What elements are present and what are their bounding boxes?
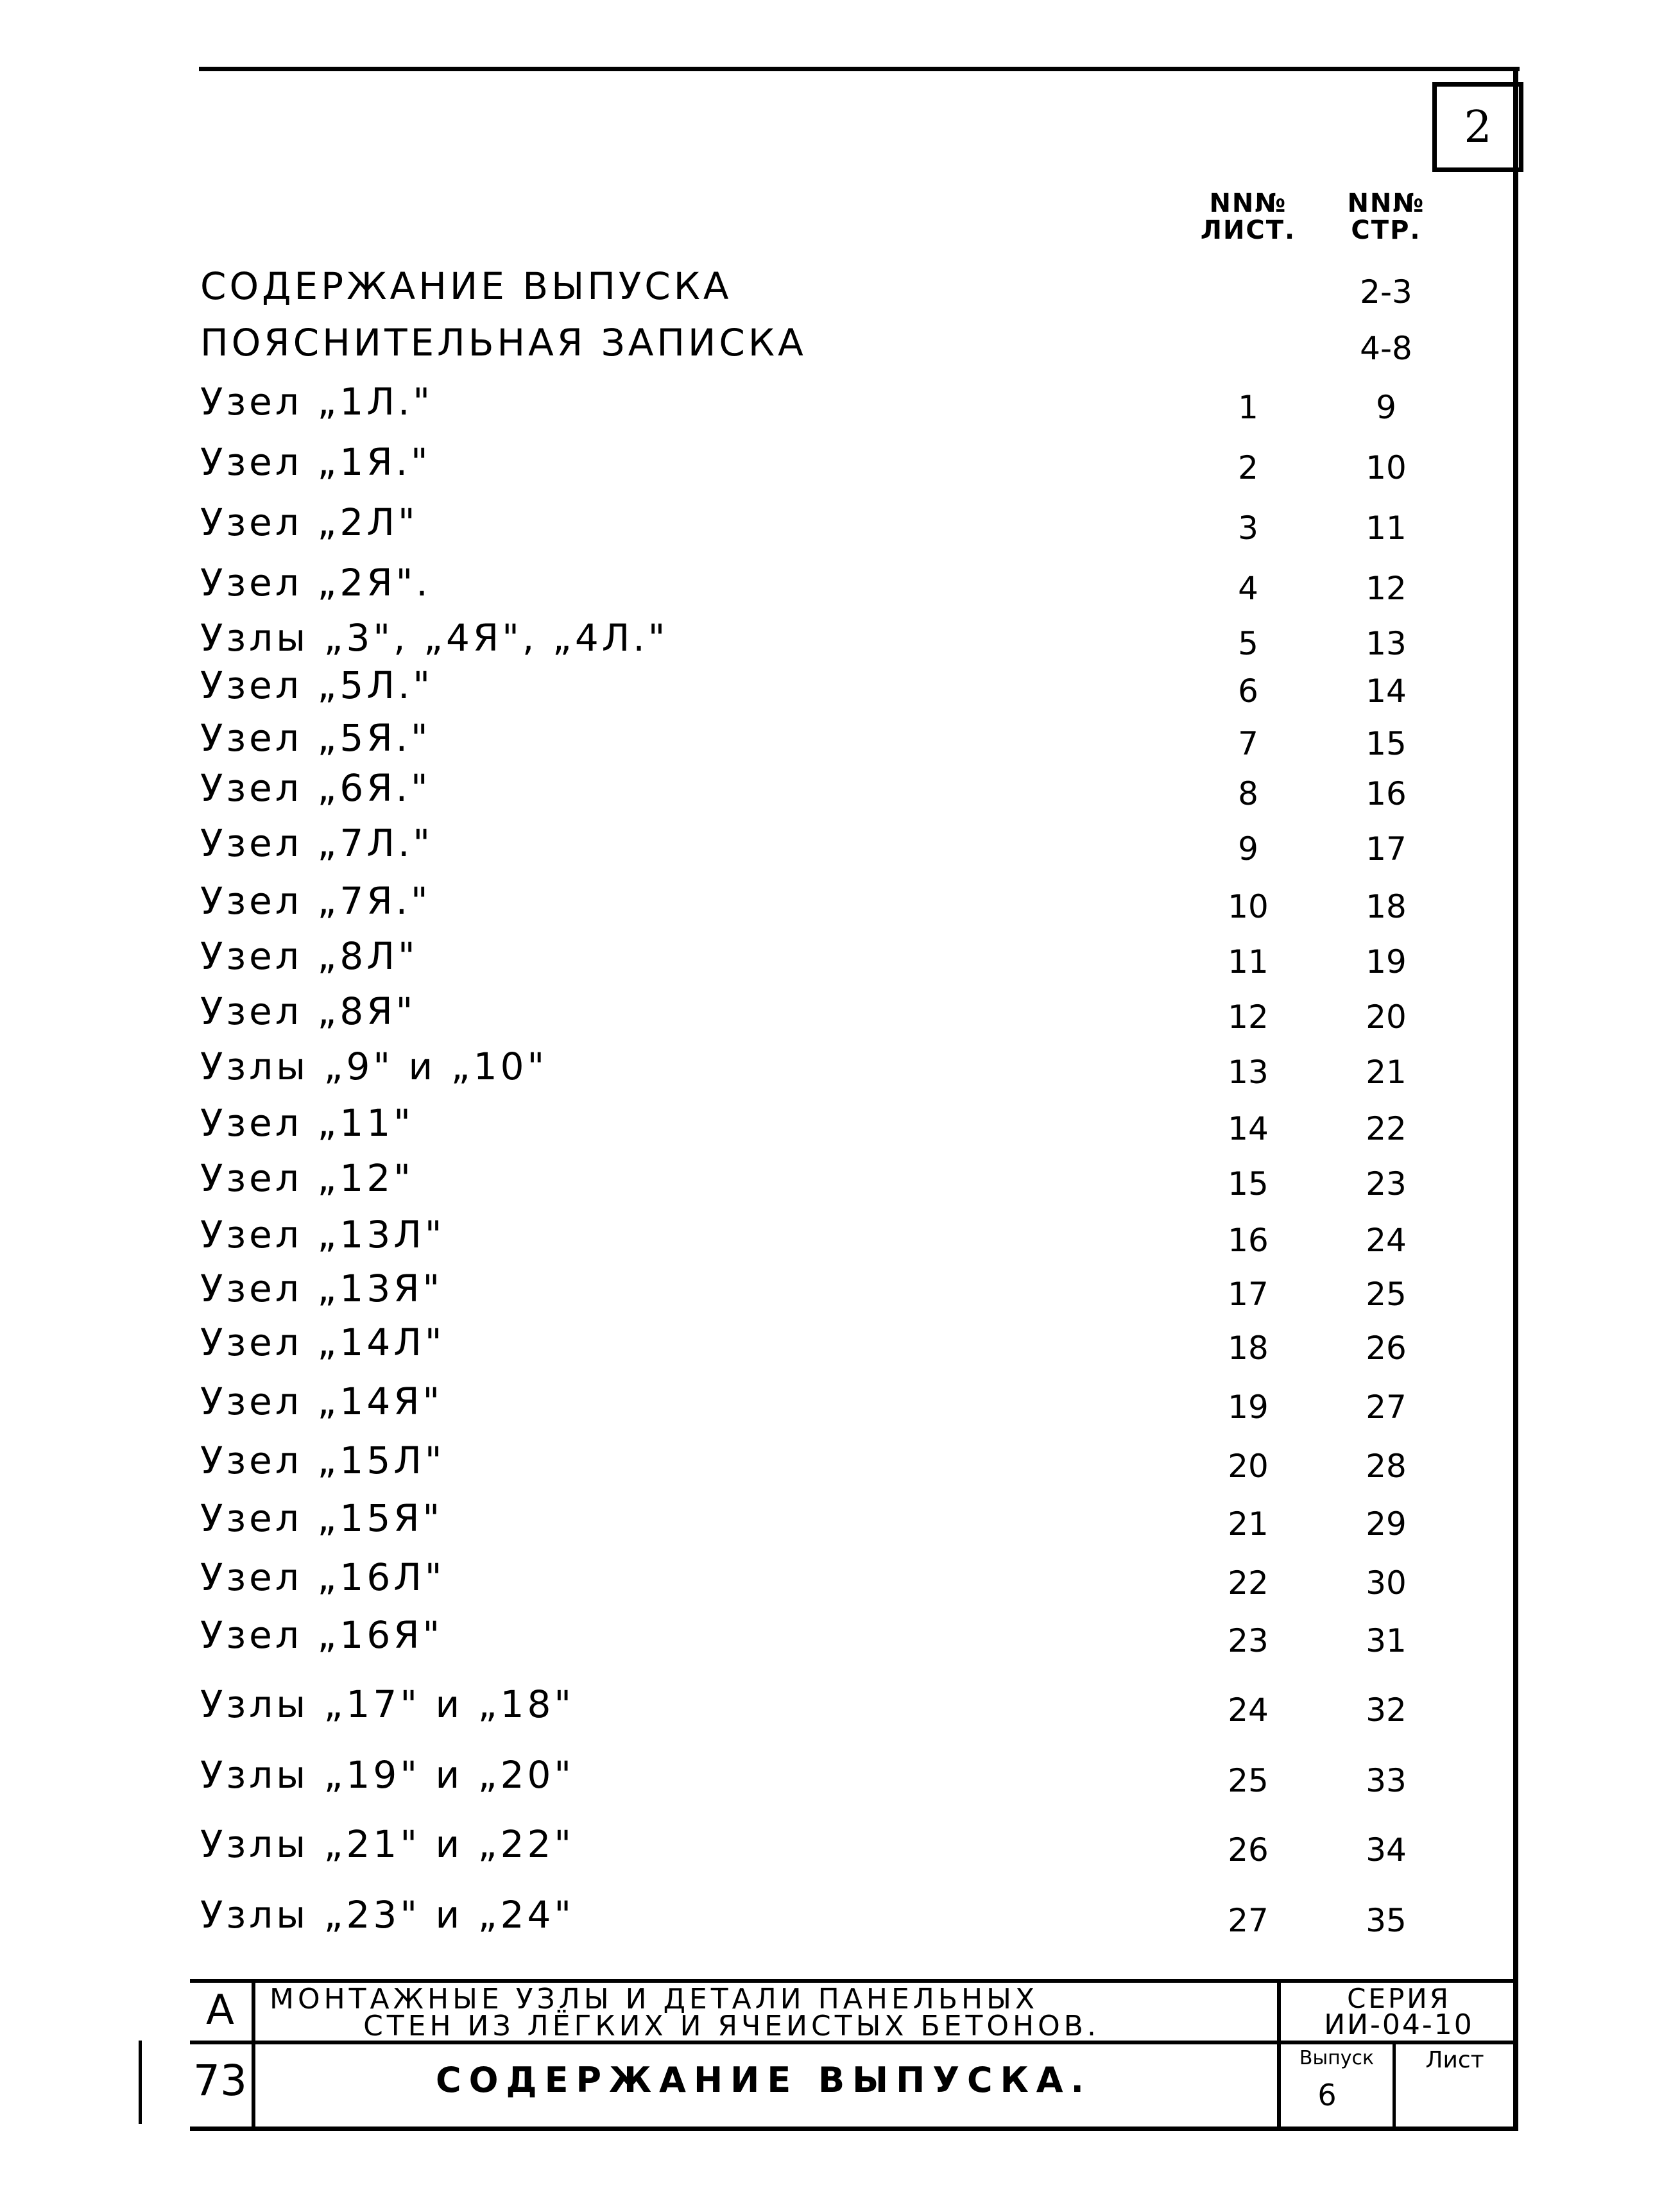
- sheet-number: 2: [1464, 101, 1492, 153]
- entry-sheet-number: 2: [1238, 449, 1258, 486]
- contents-row: [0, 1892, 1680, 1943]
- entry-sheet-number: 5: [1238, 625, 1258, 662]
- entry-title: Узлы „21" и „22": [200, 1822, 575, 1866]
- stamp-issue-value: 6: [1317, 2078, 1337, 2112]
- entry-title: Узел „2Л": [200, 501, 418, 544]
- entry-sheet-number: 19: [1228, 1389, 1269, 1426]
- entry-title: Узел „8Я": [200, 989, 416, 1033]
- entry-page-range: 9: [1376, 389, 1396, 426]
- stamp-title-line-2: СТЕН ИЗ ЛЁГКИХ И ЯЧЕИСТЫХ БЕТОНОВ.: [363, 2010, 1100, 2042]
- entry-title: Узел „11": [200, 1101, 414, 1145]
- entry-page-range: 27: [1366, 1389, 1407, 1426]
- entry-title: Узел „5Я.": [200, 716, 431, 760]
- entry-page-range: 25: [1366, 1276, 1407, 1313]
- entry-page-range: 22: [1366, 1110, 1407, 1147]
- contents-row: [0, 1155, 1680, 1206]
- entry-sheet-number: 7: [1238, 725, 1258, 762]
- entry-sheet-number: 10: [1228, 888, 1269, 925]
- entry-page-range: 29: [1366, 1505, 1407, 1543]
- entry-page-range: 11: [1366, 509, 1407, 547]
- entry-sheet-number: 3: [1238, 509, 1258, 547]
- entry-sheet-number: 9: [1238, 830, 1258, 868]
- entry-page-range: 15: [1366, 725, 1407, 762]
- entry-title: Узел „7Л.": [200, 821, 434, 865]
- entry-title: Узлы „17" и „18": [200, 1682, 575, 1726]
- contents-row: [0, 379, 1680, 430]
- contents-row: [0, 1378, 1680, 1430]
- stamp-sheet-label: Лист: [1425, 2047, 1484, 2073]
- entry-title: Узел „2Я".: [200, 561, 431, 604]
- entry-sheet-number: 8: [1238, 775, 1258, 812]
- contents-row: [0, 1554, 1680, 1605]
- entry-sheet-number: 17: [1228, 1276, 1269, 1313]
- page-column-header: [1335, 190, 1437, 244]
- stamp-title-line-1: МОНТАЖНЫЕ УЗЛЫ И ДЕТАЛИ ПАНЕЛЬНЫХ: [270, 1983, 1039, 2015]
- entry-title: Узел „7Я.": [200, 879, 431, 923]
- entry-page-range: 16: [1366, 775, 1407, 812]
- frame-bottom-line: [190, 2127, 1518, 2131]
- entry-sheet-number: 27: [1228, 1902, 1269, 1939]
- page-column-header-line-2: СТР.: [1351, 216, 1421, 245]
- entry-page-range: 33: [1366, 1762, 1407, 1799]
- entry-title: Узел „14Я": [200, 1380, 443, 1423]
- entry-title: Узлы „23" и „24": [200, 1893, 575, 1937]
- entry-sheet-number: 24: [1228, 1691, 1269, 1729]
- contents-row: [0, 1319, 1680, 1371]
- sheet-column-header: [1194, 190, 1303, 244]
- contents-row: [0, 1265, 1680, 1317]
- contents-row: [0, 878, 1680, 929]
- entry-page-range: 23: [1366, 1165, 1407, 1202]
- entry-title: Узел „15Л": [200, 1439, 445, 1482]
- contents-row: [0, 560, 1680, 611]
- stamp-issue-label: Выпуск: [1299, 2047, 1375, 2069]
- sheet-column-header-line-2: ЛИСТ.: [1200, 216, 1296, 245]
- contents-row: [0, 615, 1680, 666]
- entry-title: Узел „13Л": [200, 1213, 445, 1256]
- entry-sheet-number: 22: [1228, 1564, 1269, 1602]
- entry-title: Узел „14Л": [200, 1321, 445, 1364]
- entry-sheet-number: 13: [1228, 1054, 1269, 1091]
- entry-sheet-number: 15: [1228, 1165, 1269, 1202]
- contents-row: [0, 715, 1680, 766]
- entry-sheet-number: 12: [1228, 998, 1269, 1036]
- stamp-side-bottom: 73: [193, 2056, 247, 2105]
- entry-sheet-number: 18: [1228, 1330, 1269, 1367]
- contents-row: [0, 662, 1680, 714]
- entry-page-range: 35: [1366, 1902, 1407, 1939]
- contents-row: [0, 1495, 1680, 1546]
- contents-row: [0, 1437, 1680, 1489]
- sheet-number-box: [1432, 82, 1523, 172]
- contents-row: [0, 1100, 1680, 1151]
- entry-sheet-number: 4: [1238, 570, 1258, 607]
- entry-title: Узел „8Л": [200, 934, 418, 978]
- entry-sheet-number: 14: [1228, 1110, 1269, 1147]
- entry-page-range: 10: [1366, 449, 1407, 486]
- contents-row: [0, 1752, 1680, 1803]
- contents-row: [0, 820, 1680, 871]
- stamp-side-top: А: [206, 1987, 234, 2034]
- contents-row: [0, 1681, 1680, 1733]
- entry-page-range: 4-8: [1360, 330, 1412, 367]
- contents-row: [0, 933, 1680, 984]
- contents-row: [0, 988, 1680, 1040]
- entry-page-range: 18: [1366, 888, 1407, 925]
- margin-mark-line: [139, 2041, 142, 2124]
- entry-title: Узлы „3", „4Я", „4Л.": [200, 616, 669, 660]
- entry-sheet-number: 25: [1228, 1762, 1269, 1799]
- contents-row: [0, 499, 1680, 551]
- stamp-document-title: СОДЕРЖАНИЕ ВЫПУСКА.: [435, 2060, 1092, 2100]
- entry-sheet-number: 6: [1238, 672, 1258, 710]
- entry-title: Узел „12": [200, 1156, 414, 1200]
- contents-row: [0, 1043, 1680, 1095]
- entry-page-range: 17: [1366, 830, 1407, 868]
- entry-page-range: 12: [1366, 570, 1407, 607]
- entry-title: Узлы „19" и „20": [200, 1753, 575, 1797]
- contents-row: [0, 439, 1680, 490]
- entry-sheet-number: 16: [1228, 1222, 1269, 1259]
- contents-row: [0, 1612, 1680, 1663]
- entry-sheet-number: 11: [1228, 943, 1269, 980]
- entry-title: Узел „16Л": [200, 1555, 445, 1599]
- entry-page-range: 28: [1366, 1448, 1407, 1485]
- contents-row: [0, 765, 1680, 816]
- entry-page-range: 30: [1366, 1564, 1407, 1602]
- frame-top-line: [199, 67, 1520, 71]
- entry-page-range: 13: [1366, 625, 1407, 662]
- entry-page-range: 26: [1366, 1330, 1407, 1367]
- entry-page-range: 24: [1366, 1222, 1407, 1259]
- stamp-issue-sheet-divider: [1393, 2044, 1396, 2130]
- entry-title: Узел „16Я": [200, 1613, 443, 1657]
- entry-title: Узел „1Л.": [200, 380, 434, 424]
- stamp-left-divider: [252, 1979, 255, 2130]
- entry-page-range: 31: [1366, 1622, 1407, 1659]
- stamp-series-value: ИИ-04-10: [1324, 2008, 1474, 2041]
- entry-sheet-number: 20: [1228, 1448, 1269, 1485]
- stamp-series-label: СЕРИЯ: [1347, 1983, 1451, 2014]
- stamp-right-divider: [1277, 1979, 1281, 2130]
- contents-row: [0, 263, 1680, 314]
- entry-page-range: 14: [1366, 672, 1407, 710]
- entry-page-range: 2-3: [1360, 273, 1412, 311]
- entry-title: Узел „5Л.": [200, 663, 434, 707]
- sheet-column-header-line-1: NN№: [1209, 189, 1287, 218]
- entry-sheet-number: 1: [1238, 389, 1258, 426]
- entry-sheet-number: 21: [1228, 1505, 1269, 1543]
- entry-title: Узел „15Я": [200, 1496, 443, 1540]
- contents-row: [0, 1821, 1680, 1872]
- entry-sheet-number: 23: [1228, 1622, 1269, 1659]
- contents-row: [0, 1211, 1680, 1263]
- entry-sheet-number: 26: [1228, 1831, 1269, 1869]
- entry-title: ПОЯСНИТЕЛЬНАЯ ЗАПИСКА: [200, 321, 807, 364]
- entry-page-range: 19: [1366, 943, 1407, 980]
- entry-page-range: 21: [1366, 1054, 1407, 1091]
- entry-page-range: 20: [1366, 998, 1407, 1036]
- contents-row: [0, 320, 1680, 371]
- entry-title: Узел „13Я": [200, 1267, 443, 1310]
- entry-title: Узел „1Я.": [200, 440, 431, 484]
- entry-title: Узлы „9" и „10": [200, 1045, 548, 1088]
- entry-page-range: 34: [1366, 1831, 1407, 1869]
- page-column-header-line-1: NN№: [1347, 189, 1425, 218]
- entry-title: Узел „6Я.": [200, 766, 431, 810]
- entry-title: СОДЕРЖАНИЕ ВЫПУСКА: [200, 264, 732, 308]
- entry-page-range: 32: [1366, 1691, 1407, 1729]
